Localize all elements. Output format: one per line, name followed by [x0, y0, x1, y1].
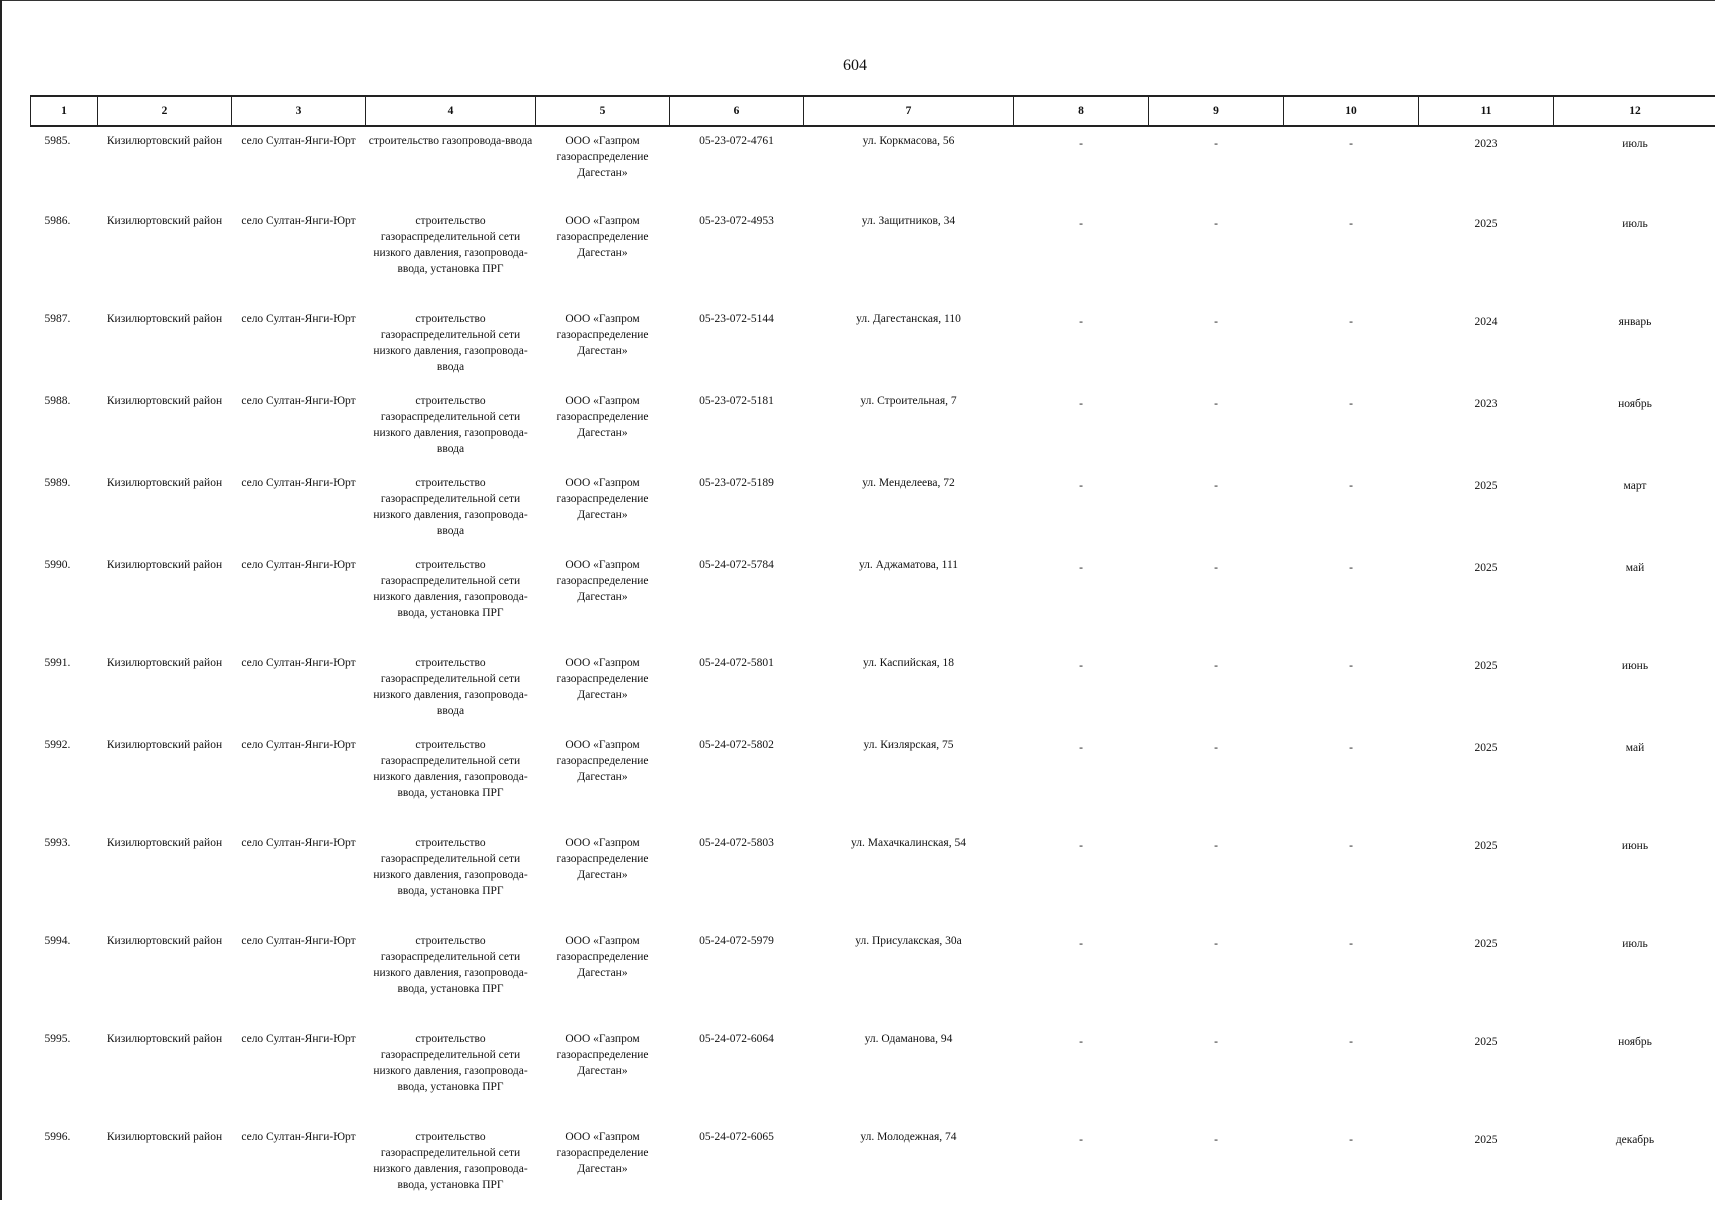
locality-cell: село Султан-Янги-Юрт: [232, 551, 366, 649]
table-row: [31, 305, 1715, 387]
column-header: 11: [1419, 96, 1554, 126]
column-9-cell: -: [1149, 305, 1284, 387]
code-cell: 05-24-072-5803: [670, 829, 804, 927]
work-cell: строительство газораспределительной сети низкого давления, газопровода-ввода, установка ПРГ: [366, 1025, 536, 1123]
table-row: [31, 1123, 1715, 1221]
code-cell: 05-24-072-6065: [670, 1123, 804, 1221]
year-cell: 2023: [1419, 126, 1554, 207]
year-cell: 2023: [1419, 387, 1554, 469]
column-8-cell: -: [1014, 551, 1149, 649]
table-row: [31, 207, 1715, 305]
table-row: [31, 551, 1715, 649]
row-number: 5989.: [31, 469, 98, 551]
district-cell: Кизилюртовский район: [98, 387, 232, 469]
row-number: 5996.: [31, 1123, 98, 1221]
work-cell: строительство газораспределительной сети низкого давления, газопровода-ввода, установка ПРГ: [366, 731, 536, 829]
table-row: [31, 387, 1715, 469]
locality-cell: село Султан-Янги-Юрт: [232, 731, 366, 829]
row-number: 5987.: [31, 305, 98, 387]
column-10-cell: -: [1284, 1123, 1419, 1221]
column-header: 5: [536, 96, 670, 126]
locality-cell: село Султан-Янги-Юрт: [232, 469, 366, 551]
page-number: 604: [832, 57, 878, 75]
code-cell: 05-24-072-5784: [670, 551, 804, 649]
column-9-cell: -: [1149, 126, 1284, 207]
month-cell: ноябрь: [1554, 387, 1715, 469]
organization-cell: ООО «Газпром газораспределение Дагестан»: [536, 207, 670, 305]
column-8-cell: -: [1014, 305, 1149, 387]
column-header: 12: [1554, 96, 1715, 126]
year-cell: 2025: [1419, 551, 1554, 649]
column-9-cell: -: [1149, 731, 1284, 829]
column-header: 7: [804, 96, 1014, 126]
column-10-cell: -: [1284, 207, 1419, 305]
address-cell: ул. Одаманова, 94: [804, 1025, 1014, 1123]
column-10-cell: -: [1284, 649, 1419, 731]
top-rule: [2, 0, 1715, 4]
table-row: [31, 829, 1715, 927]
month-cell: июль: [1554, 207, 1715, 305]
district-cell: Кизилюртовский район: [98, 207, 232, 305]
row-number: 5990.: [31, 551, 98, 649]
district-cell: Кизилюртовский район: [98, 1025, 232, 1123]
address-cell: ул. Каспийская, 18: [804, 649, 1014, 731]
column-9-cell: -: [1149, 1123, 1284, 1221]
organization-cell: ООО «Газпром газораспределение Дагестан»: [536, 1123, 670, 1221]
work-cell: строительство газораспределительной сети низкого давления, газопровода-ввода: [366, 387, 536, 469]
column-9-cell: -: [1149, 1025, 1284, 1123]
district-cell: Кизилюртовский район: [98, 551, 232, 649]
locality-cell: село Султан-Янги-Юрт: [232, 829, 366, 927]
header-row: [31, 96, 1715, 126]
month-cell: июль: [1554, 927, 1715, 1025]
column-10-cell: -: [1284, 829, 1419, 927]
code-cell: 05-24-072-5802: [670, 731, 804, 829]
column-10-cell: -: [1284, 387, 1419, 469]
address-cell: ул. Защитников, 34: [804, 207, 1014, 305]
address-cell: ул. Дагестанская, 110: [804, 305, 1014, 387]
row-number: 5993.: [31, 829, 98, 927]
locality-cell: село Султан-Янги-Юрт: [232, 927, 366, 1025]
address-cell: ул. Менделеева, 72: [804, 469, 1014, 551]
column-8-cell: -: [1014, 1025, 1149, 1123]
locality-cell: село Султан-Янги-Юрт: [232, 126, 366, 207]
district-cell: Кизилюртовский район: [98, 126, 232, 207]
column-10-cell: -: [1284, 469, 1419, 551]
row-number: 5995.: [31, 1025, 98, 1123]
locality-cell: село Султан-Янги-Юрт: [232, 1025, 366, 1123]
locality-cell: село Султан-Янги-Юрт: [232, 649, 366, 731]
organization-cell: ООО «Газпром газораспределение Дагестан»: [536, 1025, 670, 1123]
year-cell: 2025: [1419, 649, 1554, 731]
column-10-cell: -: [1284, 1025, 1419, 1123]
column-9-cell: -: [1149, 829, 1284, 927]
month-cell: июль: [1554, 126, 1715, 207]
month-cell: май: [1554, 731, 1715, 829]
column-8-cell: -: [1014, 469, 1149, 551]
column-9-cell: -: [1149, 469, 1284, 551]
code-cell: 05-23-072-4761: [670, 126, 804, 207]
address-cell: ул. Молодежная, 74: [804, 1123, 1014, 1221]
district-cell: Кизилюртовский район: [98, 927, 232, 1025]
row-number: 5985.: [31, 126, 98, 207]
column-8-cell: -: [1014, 829, 1149, 927]
column-header: 8: [1014, 96, 1149, 126]
year-cell: 2025: [1419, 829, 1554, 927]
column-header: 1: [31, 96, 98, 126]
locality-cell: село Султан-Янги-Юрт: [232, 207, 366, 305]
locality-cell: село Султан-Янги-Юрт: [232, 387, 366, 469]
organization-cell: ООО «Газпром газораспределение Дагестан»: [536, 927, 670, 1025]
work-cell: строительство газораспределительной сети низкого давления, газопровода-ввода, установка ПРГ: [366, 1123, 536, 1221]
district-cell: Кизилюртовский район: [98, 305, 232, 387]
table-row: [31, 469, 1715, 551]
organization-cell: ООО «Газпром газораспределение Дагестан»: [536, 305, 670, 387]
registry-table: [30, 95, 1715, 1221]
code-cell: 05-24-072-6064: [670, 1025, 804, 1123]
column-9-cell: -: [1149, 649, 1284, 731]
column-10-cell: -: [1284, 927, 1419, 1025]
year-cell: 2025: [1419, 731, 1554, 829]
row-number: 5992.: [31, 731, 98, 829]
organization-cell: ООО «Газпром газораспределение Дагестан»: [536, 829, 670, 927]
district-cell: Кизилюртовский район: [98, 731, 232, 829]
work-cell: строительство газопровода-ввода: [366, 126, 536, 207]
code-cell: 05-23-072-5189: [670, 469, 804, 551]
year-cell: 2025: [1419, 1025, 1554, 1123]
year-cell: 2024: [1419, 305, 1554, 387]
column-8-cell: -: [1014, 207, 1149, 305]
year-cell: 2025: [1419, 469, 1554, 551]
year-cell: 2025: [1419, 207, 1554, 305]
table-row: [31, 731, 1715, 829]
column-8-cell: -: [1014, 731, 1149, 829]
work-cell: строительство газораспределительной сети низкого давления, газопровода-ввода, установка ПРГ: [366, 927, 536, 1025]
code-cell: 05-23-072-4953: [670, 207, 804, 305]
column-header: 3: [232, 96, 366, 126]
month-cell: ноябрь: [1554, 1025, 1715, 1123]
address-cell: ул. Аджаматова, 111: [804, 551, 1014, 649]
organization-cell: ООО «Газпром газораспределение Дагестан»: [536, 649, 670, 731]
month-cell: март: [1554, 469, 1715, 551]
column-10-cell: -: [1284, 126, 1419, 207]
locality-cell: село Султан-Янги-Юрт: [232, 1123, 366, 1221]
column-header: 10: [1284, 96, 1419, 126]
work-cell: строительство газораспределительной сети низкого давления, газопровода-ввода: [366, 649, 536, 731]
organization-cell: ООО «Газпром газораспределение Дагестан»: [536, 731, 670, 829]
code-cell: 05-23-072-5181: [670, 387, 804, 469]
column-header: 2: [98, 96, 232, 126]
address-cell: ул. Коркмасова, 56: [804, 126, 1014, 207]
row-number: 5986.: [31, 207, 98, 305]
district-cell: Кизилюртовский район: [98, 469, 232, 551]
address-cell: ул. Строительная, 7: [804, 387, 1014, 469]
organization-cell: ООО «Газпром газораспределение Дагестан»: [536, 551, 670, 649]
column-10-cell: -: [1284, 731, 1419, 829]
organization-cell: ООО «Газпром газораспределение Дагестан»: [536, 126, 670, 207]
address-cell: ул. Махачкалинская, 54: [804, 829, 1014, 927]
district-cell: Кизилюртовский район: [98, 649, 232, 731]
month-cell: декабрь: [1554, 1123, 1715, 1221]
year-cell: 2025: [1419, 927, 1554, 1025]
address-cell: ул. Присулакская, 30а: [804, 927, 1014, 1025]
column-8-cell: -: [1014, 387, 1149, 469]
code-cell: 05-23-072-5144: [670, 305, 804, 387]
column-10-cell: -: [1284, 551, 1419, 649]
column-10-cell: -: [1284, 305, 1419, 387]
column-9-cell: -: [1149, 551, 1284, 649]
work-cell: строительство газораспределительной сети низкого давления, газопровода-ввода, установка ПРГ: [366, 829, 536, 927]
work-cell: строительство газораспределительной сети низкого давления, газопровода-ввода: [366, 305, 536, 387]
column-8-cell: -: [1014, 649, 1149, 731]
column-header: 4: [366, 96, 536, 126]
table-row: [31, 927, 1715, 1025]
row-number: 5988.: [31, 387, 98, 469]
table-row: [31, 126, 1715, 207]
column-9-cell: -: [1149, 207, 1284, 305]
column-8-cell: -: [1014, 126, 1149, 207]
table-row: [31, 1025, 1715, 1123]
organization-cell: ООО «Газпром газораспределение Дагестан»: [536, 469, 670, 551]
year-cell: 2025: [1419, 1123, 1554, 1221]
district-cell: Кизилюртовский район: [98, 1123, 232, 1221]
column-8-cell: -: [1014, 1123, 1149, 1221]
month-cell: июнь: [1554, 649, 1715, 731]
work-cell: строительство газораспределительной сети низкого давления, газопровода-ввода, установка ПРГ: [366, 551, 536, 649]
organization-cell: ООО «Газпром газораспределение Дагестан»: [536, 387, 670, 469]
district-cell: Кизилюртовский район: [98, 829, 232, 927]
column-8-cell: -: [1014, 927, 1149, 1025]
column-header: 6: [670, 96, 804, 126]
month-cell: июнь: [1554, 829, 1715, 927]
row-number: 5994.: [31, 927, 98, 1025]
work-cell: строительство газораспределительной сети низкого давления, газопровода-ввода, установка ПРГ: [366, 207, 536, 305]
code-cell: 05-24-072-5801: [670, 649, 804, 731]
code-cell: 05-24-072-5979: [670, 927, 804, 1025]
work-cell: строительство газораспределительной сети низкого давления, газопровода-ввода: [366, 469, 536, 551]
table-row: [31, 649, 1715, 731]
address-cell: ул. Кизлярская, 75: [804, 731, 1014, 829]
month-cell: май: [1554, 551, 1715, 649]
month-cell: январь: [1554, 305, 1715, 387]
column-9-cell: -: [1149, 387, 1284, 469]
column-9-cell: -: [1149, 927, 1284, 1025]
row-number: 5991.: [31, 649, 98, 731]
locality-cell: село Султан-Янги-Юрт: [232, 305, 366, 387]
column-header: 9: [1149, 96, 1284, 126]
